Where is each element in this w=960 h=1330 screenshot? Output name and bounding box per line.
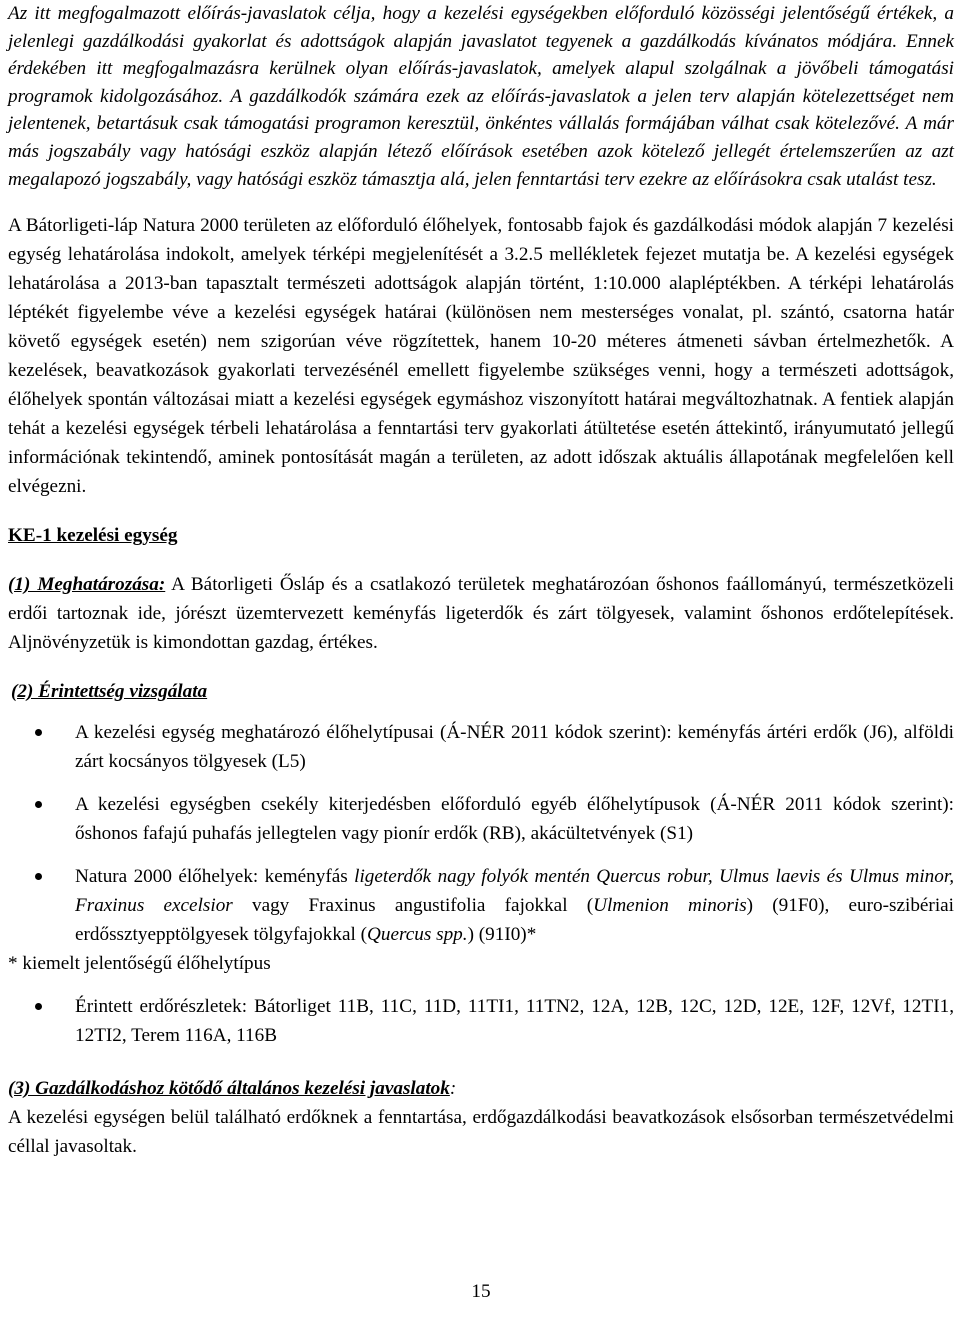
- natura-species-italic: ligeterdők nagy folyók mentén Quercus robur, Ulmus laevis és Ulmus minor, Fraxinus excelsior: [75, 866, 955, 917]
- bullet-list: [8, 718, 954, 949]
- section-2-title-text: (2) Érintettség vizsgálata: [11, 681, 208, 703]
- definition-paragraph: [8, 570, 954, 657]
- page-number: 15: [471, 1281, 491, 1302]
- section-3-paragraph: A kezelési egységen belül található erdőknek a fenntartása, erdőgazdálkodási beavatkozások elsősorban természetvédelmi céllal javasoltak.: [8, 1107, 954, 1158]
- section-3-colon: :: [449, 1078, 457, 1100]
- bullet-icon: [35, 1003, 42, 1010]
- intro-paragraph: Az itt megfogalmazott előírás-javaslatok célja, hogy a kezelési egységekben előforduló közösségi jelentőségű értékek, a jelenlegi gazdálkodási gyakorlat és adottságok alapján javaslatot tegyenek a gazdálkodás kívánatos módjára. Ennek érdekében itt megfogalmazásra kerülnek olyan előírás-javaslatok, amelyek alapul szolgálnak a jövőbeli támogatási programok kidolgozásához. A gazdálkodók számára ezek az előírás-javaslatok a jelen terv alapján kötelezettséget nem jelentenek, betartásuk csak támogatási programon keresztül, önkéntes vállalás formájában válhat csak kötelezővé. A már más jogszabály vagy hatósági eszköz alapján létező előírások esetében azok kötelező jellegét értelemszerűen az azt megalapozó jogszabály, vagy hatósági eszköz támasztja alá, jelen fenntartási terv ezekre az előírásokra csak utalást tesz.: [8, 3, 954, 190]
- natura-quercus-italic: Quercus spp.: [367, 924, 468, 946]
- bullet-icon: [35, 801, 42, 808]
- natura-text-1: Natura 2000 élőhelyek: keményfás: [75, 866, 355, 888]
- document-page: [8, 0, 955, 1302]
- list-item: [8, 992, 954, 1050]
- list-item: [8, 790, 954, 848]
- section-3-title: [8, 1074, 954, 1103]
- priority-habitat-note: * kiemelt jelentőségű élőhelytípus: [8, 953, 271, 975]
- bullet-icon: [35, 729, 42, 736]
- list-item-text: Érintett erdőrészletek: Bátorliget 11B, 11C, 11D, 11TI1, 11TN2, 12A, 12B, 12C, 12D, 12E, 12F, 12Vf, 12TI1, 12TI2, Terem 116A, 116B: [75, 996, 954, 1047]
- bullet-list-2: [8, 992, 954, 1050]
- natura-text-2: vagy Fraxinus angustifolia fajokkal (: [232, 895, 594, 917]
- definition-label: (1) Meghatározása:: [8, 574, 166, 596]
- natura-text-3: ) (91F0), euro-szibériai erdőssztyepptölgyesek tölgyfajokkal (: [75, 895, 954, 946]
- natura-text-4: ) (91I0)*: [467, 924, 537, 946]
- definition-text: A Bátorligeti Ősláp és a csatlakozó területek meghatározóan őshonos faállományú, természetközeli erdői tartoznak ide, jórészt üzemtervezett keményfás ligeterdők és zárt tölgyesek, valamint őshonos erdőtelepítések. Aljnövényzetük is kimondottan gazdag, értékes.: [8, 574, 954, 654]
- section-3-title-text: (3) Gazdálkodáshoz kötődő általános kezelési javaslatok: [8, 1078, 450, 1100]
- list-item: [8, 718, 954, 776]
- bullet-icon: [35, 873, 42, 880]
- management-unit-heading: KE-1 kezelési egység: [8, 525, 178, 547]
- list-item: [8, 862, 954, 949]
- boundary-paragraph: A Bátorligeti-láp Natura 2000 területen az előforduló élőhelyek, fontosabb fajok és gazdálkodási módok alapján 7 kezelési egység lehatárolása indokolt, amelyek térképi megjelenítését a 3.2.5 mellékletek fejezet mutatja be. A kezelési egységek lehatárolása a 2013-ban tapasztalt természeti adottságok alapján történt, 1:10.000 alapléptékben. A térképi lehatárolás léptékét figyelembe véve a kezelési egységek határai (különösen nem mesterséges vonalat, pl. szántó, csatorna határ követő egységek esetén) nem szigorúan véve rögzítettek, hanem 10-20 méteres átmeneti sávban értelmezhetők. A kezelések, beavatkozások gyakorlati tervezésénél emellett figyelembe szükséges venni, hogy a természeti adottságok, élőhelyek spontán változásai miatt a kezelési egységek egymáshoz viszonyított határai megváltozhatnak. A fentiek alapján tehát a kezelési egységek térbeli lehatárolása a fenntartási terv gyakorlati átültetése esetén áttekintő, irányumutató jellegű információnak tekintendő, aminek pontosítását magán a területen, az adott időszak aktuális állapotának megfelelően kell elvégezni.: [8, 215, 954, 498]
- list-item-text: [75, 866, 954, 945]
- section-2-title: [8, 677, 954, 706]
- natura-ulmenion-italic: Ulmenion minoris: [593, 895, 747, 917]
- list-item-text: A kezelési egységben csekély kiterjedésben előforduló egyéb élőhelytípusok (Á-NÉR 2011 kódok szerint): őshonos fafajú puhafás jellegtelen vagy pionír erdők (RB), akácültetvények (S1): [75, 794, 954, 845]
- list-item-text: A kezelési egység meghatározó élőhelytípusai (Á-NÉR 2011 kódok szerint): keményfás ártéri erdők (J6), alföldi zárt kocsányos tölgyesek (L5): [75, 722, 954, 773]
